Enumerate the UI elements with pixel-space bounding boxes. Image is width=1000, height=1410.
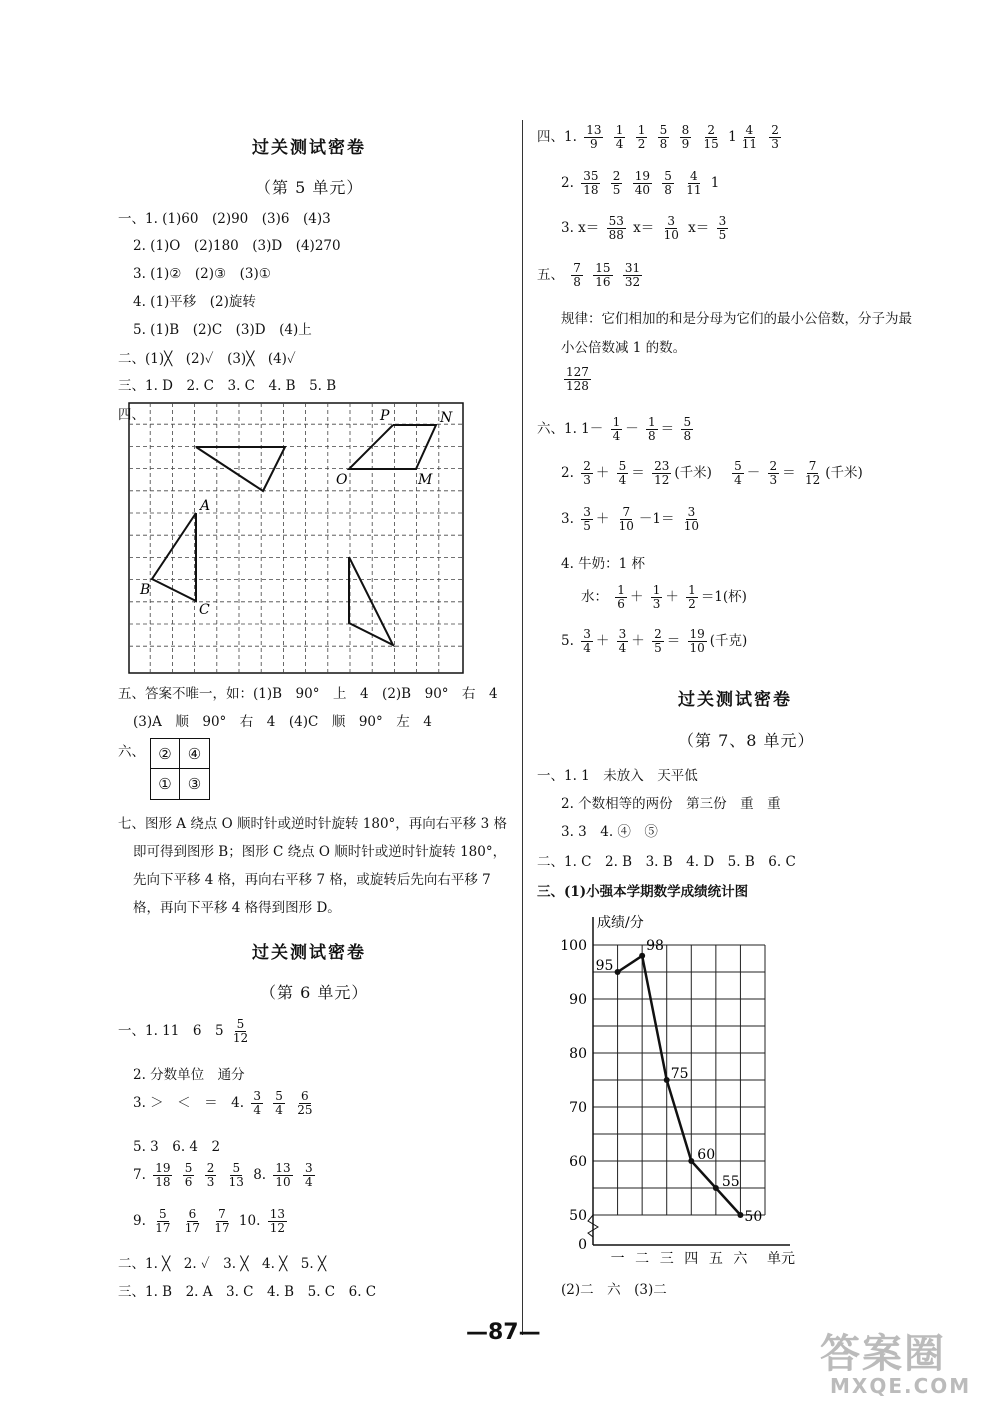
data-label: 50 xyxy=(744,1209,763,1225)
section-title-unit78: 过关测试密卷 xyxy=(678,690,792,710)
answer-line: 5. 3 6. 4 2 xyxy=(133,1139,221,1155)
score-line-chart xyxy=(555,905,815,1265)
y-tick-label: 60 xyxy=(569,1154,587,1170)
transform-grid xyxy=(128,402,464,674)
section-title-unit5: 过关测试密卷 xyxy=(252,138,366,158)
answer-line: 三、1. D 2. C 3. C 4. B 5. B xyxy=(118,378,337,394)
answer-line: 二、1. C 2. B 3. B 4. D 5. B 6. C xyxy=(537,854,796,870)
answer-label: 六、 xyxy=(118,744,145,760)
x-tick-label: 四 xyxy=(684,1251,699,1265)
data-point xyxy=(688,1158,694,1164)
answer-line: 5. (1)B (2)C (3)D (4)上 xyxy=(133,322,312,338)
column-divider xyxy=(522,120,523,1335)
x-tick-label: 二 xyxy=(635,1251,650,1265)
answer-line: 4. (1)平移 (2)旋转 xyxy=(133,294,256,310)
data-label: 98 xyxy=(646,937,664,954)
answer-box xyxy=(150,738,210,800)
answer-line: 2. (1)O (2)180 (3)D (4)270 xyxy=(133,238,341,254)
y-tick-label: 0 xyxy=(578,1237,587,1253)
label-P: P xyxy=(380,408,390,424)
answer-line: 规律：它们相加的和是分母为它们的最小公倍数，分子为最 xyxy=(561,311,912,327)
answer-line: 五、 $\frac{7}{8}$ $\frac{15}{16}$ $\frac{31}{32}$ xyxy=(537,261,641,289)
answer-label: 四、 xyxy=(118,407,145,423)
data-label: 60 xyxy=(697,1147,716,1163)
answer-line: 2. 分数单位 通分 xyxy=(133,1067,245,1083)
label-N: N xyxy=(440,410,453,426)
answer-line: 2. 个数相等的两份 第三份 重 重 xyxy=(561,796,781,812)
answer-line: 一、1. 1 未放入 天平低 xyxy=(537,768,698,784)
label-A: A xyxy=(200,498,211,514)
answer-line: 一、1. (1)60 (2)90 (3)6 (4)3 xyxy=(118,211,331,227)
watermark-logo: 答案圈 xyxy=(820,1331,946,1377)
data-label: 55 xyxy=(721,1174,740,1190)
shape-quad-right xyxy=(349,557,393,645)
label-O: O xyxy=(336,472,348,488)
answer-line: 5. $\frac{3}{4}$ ＋ $\frac{3}{4}$ ＋ $\frac{2}{5}$ ＝ $\frac{19}{10}$ (千克) xyxy=(561,627,748,655)
box-cell: ③ xyxy=(187,775,202,793)
answer-line: 二、(1)╳ (2)✓ (3)╳ (4)✓ xyxy=(118,351,296,367)
y-tick-label: 50 xyxy=(569,1208,587,1224)
chart-title: 三、(1)小强本学期数学成绩统计图 xyxy=(537,884,749,900)
section-title-unit6: 过关测试密卷 xyxy=(252,943,366,963)
answer-line: (3)A 顺 90° 右 4 (4)C 顺 90° 左 4 xyxy=(133,714,432,730)
section-sub-unit6: （第 6 单元） xyxy=(260,983,369,1002)
answer-line: 3. ＞ ＜ ＝ 4. $\frac{3}{4}$ $\frac{5}{4}$ $\frac{6}{25}$ xyxy=(133,1089,313,1117)
x-tick-label: 三 xyxy=(659,1251,674,1265)
box-cell: ④ xyxy=(180,739,209,769)
y-axis-label: 成绩/分 xyxy=(597,915,644,931)
x-tick-label: 一 xyxy=(610,1251,625,1265)
shape-parallelogram xyxy=(349,425,436,469)
data-point xyxy=(615,969,621,975)
answer-line: 二、1. ╳ 2. ✓ 3. ╳ 4. ╳ 5. ╳ xyxy=(118,1256,327,1272)
answer-line: 3. $\frac{3}{5}$ ＋ $\frac{7}{10}$ －1＝ $\frac{3}{10}$ xyxy=(561,505,700,533)
x-axis-label: 单元 xyxy=(767,1251,795,1265)
x-tick-label: 五 xyxy=(708,1251,723,1265)
data-label: 75 xyxy=(670,1066,689,1082)
box-cell: ② xyxy=(151,739,180,769)
answer-line: 七、图形 A 绕点 O 顺时针或逆时针旋转 180°，再向右平移 3 格 xyxy=(118,816,507,832)
answer-line: 9. $\frac{5}{17}$ $\frac{6}{17}$ $\frac{7}{17}$ 10. $\frac{13}{12}$ xyxy=(133,1207,285,1235)
label-M: M xyxy=(418,472,433,488)
answer-line: (2)二 六 (3)二 xyxy=(561,1282,667,1298)
box-cell: ① xyxy=(151,769,180,799)
data-label: 95 xyxy=(595,958,614,974)
answer-line: 三、1. B 2. A 3. C 4. B 5. C 6. C xyxy=(118,1284,377,1300)
answer-line: $\frac{127}{128}$ xyxy=(566,365,589,393)
answer-line: 4. 牛奶：1 杯 xyxy=(561,556,646,572)
y-tick-label: 100 xyxy=(560,938,587,954)
section-sub-unit5: （第 5 单元） xyxy=(255,178,364,197)
answer-line: 六、1. 1－ $\frac{1}{4}$ － $\frac{1}{8}$ ＝ $\frac{5}{8}$ xyxy=(537,415,692,443)
y-tick-label: 80 xyxy=(569,1046,587,1062)
y-tick-label: 90 xyxy=(569,992,587,1008)
page-number: —87— xyxy=(466,1320,541,1345)
answer-line: 四、1. $\frac{13}{9}$ $\frac{1}{4}$ $\frac{1}{2}$ $\frac{5}{8}$ $\frac{8}{9}$ $\frac{2}{15}$ 1 $\frac{4}{11}$ $\frac{2}{3}$ xyxy=(537,123,779,151)
answer-line: 2. $\frac{2}{3}$ ＋ $\frac{5}{4}$ ＝ $\frac{23}{12}$ (千米) $\frac{5}{4}$ － $\frac{2}{3}$ ＝ $\frac{7}{12}$ (千米) xyxy=(561,459,863,487)
answer-line: 2. $\frac{35}{18}$ $\frac{2}{5}$ $\frac{19}{40}$ $\frac{5}{8}$ $\frac{4}{11}$ 1 xyxy=(561,169,720,197)
answer-line: 五、答案不唯一，如：(1)B 90° 上 4 (2)B 90° 右 4 xyxy=(118,686,498,702)
data-point xyxy=(639,953,645,959)
answer-line: 3. (1)② (2)③ (3)① xyxy=(133,266,271,282)
data-point xyxy=(664,1077,670,1083)
data-point xyxy=(737,1212,743,1218)
answer-line: 水： $\frac{1}{6}$ ＋ $\frac{1}{3}$ ＋ $\frac{1}{2}$ ＝1(杯) xyxy=(581,583,747,611)
y-tick-label: 70 xyxy=(569,1100,587,1116)
answer-line: 即可得到图形 B；图形 C 绕点 O 顺时针或逆时针旋转 180°， xyxy=(133,844,507,860)
label-C: C xyxy=(199,602,210,618)
answer-line: 格，再向下平移 4 格得到图形 D。 xyxy=(133,900,341,916)
answer-line: 3. x＝ $\frac{53}{88}$ x＝ $\frac{3}{10}$ x＝ $\frac{3}{5}$ xyxy=(561,214,727,242)
section-sub-unit78: （第 7、8 单元） xyxy=(678,731,815,750)
answer-line: 3. 3 4. ④ ⑤ xyxy=(561,824,658,840)
answer-line: 先向下平移 4 格，再向右平移 7 格，或旋转后先向右平移 7 xyxy=(133,872,491,888)
label-B: B xyxy=(140,582,151,598)
data-point xyxy=(713,1185,719,1191)
watermark-url: MXQE.COM xyxy=(830,1374,972,1398)
x-tick-label: 六 xyxy=(733,1251,748,1265)
answer-line: 一、1. 11 6 5 $\frac{5}{12}$ xyxy=(118,1017,249,1045)
answer-line: 小公倍数减 1 的数。 xyxy=(561,340,687,356)
answer-line: 7. $\frac{19}{18}$ $\frac{5}{6}$ $\frac{2}{3}$ $\frac{5}{13}$ 8. $\frac{13}{10}$ $\frac{3}{4}$ xyxy=(133,1161,313,1189)
